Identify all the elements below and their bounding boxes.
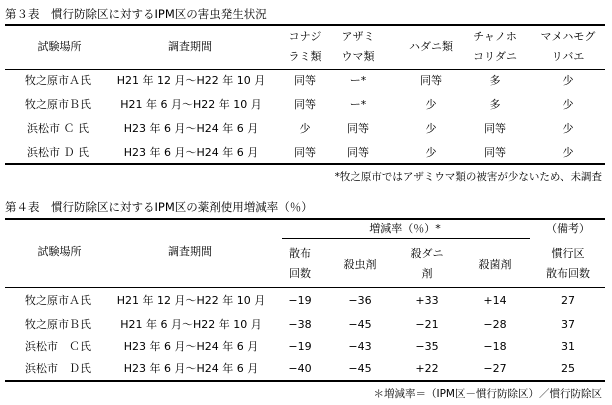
t4-header-site: 試験場所 bbox=[37, 245, 82, 258]
t3-val: 同等 bbox=[294, 146, 316, 159]
t4-header-period: 調査期間 bbox=[168, 245, 212, 258]
t3-header-c4-line1: チャノホ bbox=[473, 30, 517, 43]
t3-val: 少 bbox=[425, 146, 437, 159]
t3-val: 同等 bbox=[294, 98, 316, 111]
t3-site: 浜松市 Ｃ 氏 bbox=[27, 122, 89, 135]
table3-header-rule bbox=[5, 69, 605, 70]
t4-header-remark: （備考） bbox=[546, 222, 590, 235]
t4-header-c5-line1: 慣行区 bbox=[551, 247, 585, 260]
t3-period: H21 年 6 月～H22 年 10 月 bbox=[120, 98, 262, 111]
t3-period: H23 年 6 月～H24 年 6 月 bbox=[123, 146, 259, 159]
table4-top-rule bbox=[5, 218, 605, 220]
t4-group-rule bbox=[282, 238, 530, 239]
t3-header-site: 試験場所 bbox=[37, 40, 82, 53]
t3-val: 少 bbox=[425, 98, 437, 111]
t3-header-c1-line1: コナジ bbox=[288, 30, 322, 43]
t3-header-c1-line2: ラミ類 bbox=[288, 50, 322, 63]
t3-val: 同等 bbox=[484, 122, 506, 135]
t4-val: −27 bbox=[483, 362, 507, 375]
t4-val: −28 bbox=[483, 318, 507, 331]
t4-val: −35 bbox=[415, 340, 439, 353]
t4-val: −45 bbox=[348, 318, 372, 331]
t4-header-c2: 殺虫剤 bbox=[343, 258, 377, 271]
t3-val: 少 bbox=[562, 74, 574, 87]
t4-site: 浜松市 Ｃ氏 bbox=[25, 340, 91, 353]
t4-period: H21 年 6 月～H22 年 10 月 bbox=[120, 318, 262, 331]
t3-val: 多 bbox=[489, 74, 501, 87]
t4-val: −19 bbox=[288, 340, 312, 353]
t4-period: H23 年 6 月～H24 年 6 月 bbox=[123, 362, 259, 375]
t4-header-c5-line2: 散布回数 bbox=[546, 267, 590, 280]
t3-val: 少 bbox=[299, 122, 311, 135]
t4-val: −18 bbox=[483, 340, 507, 353]
t3-site: 牧之原市Ａ氏 bbox=[25, 74, 91, 87]
t3-header-period: 調査期間 bbox=[168, 40, 212, 53]
t3-val: 同等 bbox=[420, 74, 442, 87]
t4-header-group: 増減率（％）* bbox=[369, 222, 441, 235]
t3-val: 同等 bbox=[294, 74, 316, 87]
t4-val: 27 bbox=[561, 294, 575, 307]
table4-bottom-rule bbox=[5, 380, 605, 382]
t4-header-c3-line1: 殺ダニ bbox=[410, 247, 444, 260]
t3-val: 同等 bbox=[484, 146, 506, 159]
t3-val: ー* bbox=[349, 74, 367, 87]
t3-val: 少 bbox=[425, 122, 437, 135]
t3-period: H21 年 12 月～H22 年 10 月 bbox=[116, 74, 266, 87]
t4-val: −38 bbox=[288, 318, 312, 331]
t4-val: −43 bbox=[348, 340, 372, 353]
t4-val: −19 bbox=[288, 294, 312, 307]
t4-header-c1-line1: 散布 bbox=[289, 247, 311, 260]
t4-site: 牧之原市Ｂ氏 bbox=[25, 318, 91, 331]
t4-val: −45 bbox=[348, 362, 372, 375]
t3-header-c4-line2: コリダニ bbox=[473, 50, 517, 63]
t4-period: H21 年 12 月～H22 年 10 月 bbox=[116, 294, 266, 307]
t3-val: 多 bbox=[489, 98, 501, 111]
t4-header-c4: 殺菌剤 bbox=[478, 258, 512, 271]
t4-val: 25 bbox=[561, 362, 575, 375]
t4-val: +22 bbox=[415, 362, 439, 375]
t3-val: 少 bbox=[562, 122, 574, 135]
table3-top-rule bbox=[5, 24, 605, 26]
t3-site: 浜松市 Ｄ 氏 bbox=[27, 146, 89, 159]
t4-val: 37 bbox=[561, 318, 575, 331]
t4-val: +33 bbox=[415, 294, 439, 307]
table3-title: 第３表 慣行防除区に対するIPM区の害虫発生状況 bbox=[5, 7, 267, 21]
table4-title: 第４表 慣行防除区に対するIPM区の薬剤使用増減率（％） bbox=[5, 200, 313, 214]
t4-site: 浜松市 Ｄ氏 bbox=[25, 362, 91, 375]
t3-header-c2-line1: アザミ bbox=[341, 30, 375, 43]
t4-val: −40 bbox=[288, 362, 312, 375]
t4-val: −21 bbox=[415, 318, 439, 331]
t3-val: 同等 bbox=[347, 146, 369, 159]
t3-val: ー* bbox=[349, 98, 367, 111]
t3-val: 同等 bbox=[347, 122, 369, 135]
table4-header-rule bbox=[5, 287, 605, 288]
t3-period: H23 年 6 月～H24 年 6 月 bbox=[123, 122, 259, 135]
t4-header-c3-line2: 剤 bbox=[421, 267, 433, 280]
table3-footnote: *牧之原市ではアザミウマ類の被害が少ないため、未調査 bbox=[334, 171, 602, 183]
t3-header-c2-line2: ウマ類 bbox=[341, 50, 375, 63]
t3-site: 牧之原市Ｂ氏 bbox=[25, 98, 91, 111]
t4-site: 牧之原市Ａ氏 bbox=[25, 294, 91, 307]
t3-val: 少 bbox=[562, 98, 574, 111]
t3-header-c5-line1: マメハモグ bbox=[540, 30, 596, 43]
t4-val: +14 bbox=[483, 294, 507, 307]
table3-bottom-rule bbox=[5, 163, 605, 165]
t3-header-c5-line2: リバエ bbox=[551, 50, 585, 63]
t4-header-c1-line2: 回数 bbox=[289, 267, 311, 280]
t4-period: H23 年 6 月～H24 年 6 月 bbox=[123, 340, 259, 353]
t3-header-c3: ハダニ類 bbox=[409, 40, 453, 53]
t3-val: 少 bbox=[562, 146, 574, 159]
t4-val: −36 bbox=[348, 294, 372, 307]
t4-val: 31 bbox=[561, 340, 575, 353]
table4-footnote: ＊増減率＝（IPM区－慣行防除区）／慣行防除区 bbox=[373, 388, 602, 400]
